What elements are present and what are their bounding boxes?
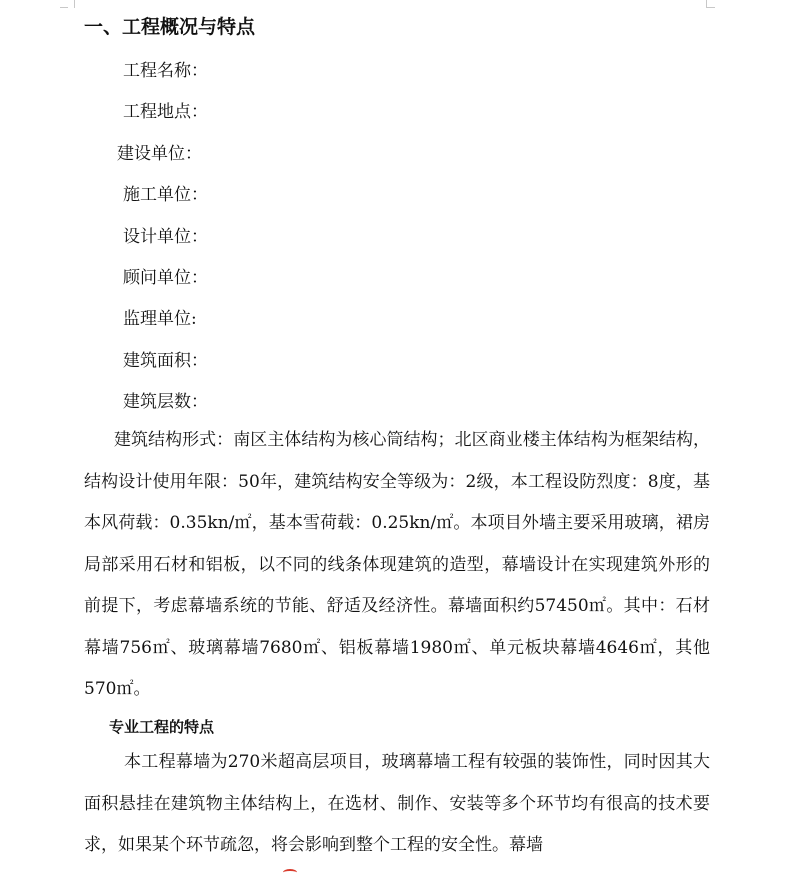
field-construction-owner: 建设单位：	[117, 144, 202, 164]
field-building-floors: 建筑层数：	[123, 392, 208, 412]
field-designer: 设计单位：	[123, 227, 208, 247]
field-contractor: 施工单位：	[123, 185, 208, 205]
field-project-name: 工程名称：	[123, 61, 208, 81]
structure-paragraph: 建筑结构形式：南区主体结构为核心筒结构；北区商业楼主体结构为框架结构，结构设计使用年限：50年，建筑结构安全等级为：2级，本工程设防烈度：8度，基本风荷载：0.35kn/㎡，基本雪荷载：0.25kn/㎡。本项目外墙主要采用玻璃，裙房局部采用石材和铝板，以不同的线条体现建筑的造型，幕墙设计在实现建筑外形的前提下，考虑幕墙系统的节能、舒适及经济性。幕墙面积约57450㎡。其中：石材幕墙756㎡、玻璃幕墙7680㎡、铝板幕墙1980㎡、单元板块幕墙4646㎡，其他570㎡。	[84, 430, 710, 699]
feature-paragraph: 本工程幕墙为270米超高层项目，玻璃幕墙工程有较强的装饰性，同时因其大面积悬挂在建筑物主体结构上，在选材、制作、安装等多个环节均有很高的技术要求，如果某个环节疏忽，将会影响到整个工程的安全性。幕墙	[84, 752, 710, 855]
field-project-location: 工程地点：	[123, 102, 208, 122]
section-heading: 一、工程概况与特点	[84, 16, 256, 38]
red-annotation-mark	[283, 869, 297, 876]
field-building-area: 建筑面积：	[123, 351, 208, 371]
field-supervisor: 监理单位:	[123, 309, 197, 329]
crop-mark-top-left-h	[60, 7, 68, 8]
field-consultant: 顾问单位：	[123, 268, 208, 288]
crop-mark-top-right-h	[707, 7, 715, 8]
subsection-heading: 专业工程的特点	[109, 718, 215, 736]
